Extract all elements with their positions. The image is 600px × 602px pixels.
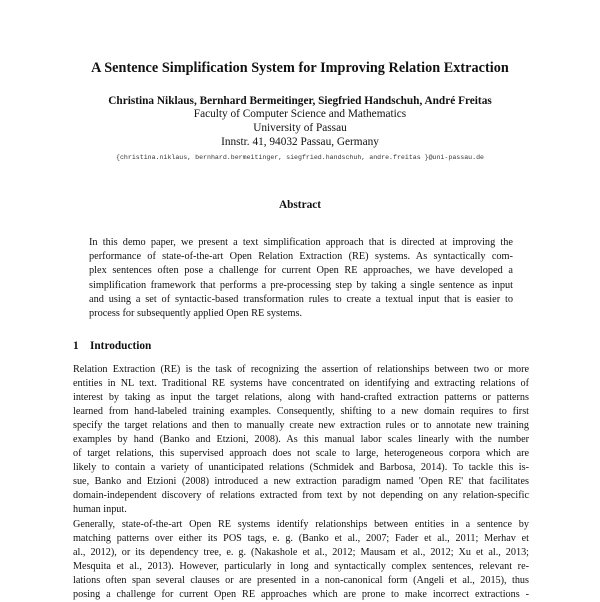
section-number: 1 (73, 340, 79, 352)
paragraph-line: entities in NL text. Traditional RE systems have concentrated on identifying and extracting relations of (73, 378, 529, 390)
paragraph-line: of target relations, this supervised approach does not scale to large, heterogeneous corpora which are (73, 448, 529, 460)
paragraph-line: Generally, state-of-the-art Open RE systems identify relationships between entities in a sentence by (73, 519, 529, 530)
intro-paragraph-2 (73, 518, 529, 602)
section-heading (73, 340, 151, 352)
abstract-line: plex sentences often pose a challenge for current Open RE approaches, we have developed a (89, 265, 513, 277)
paragraph-line: al., 2012), or its dependency tree, e. g. (Nakashole et al., 2012; Mausam et al., 2012; Xu et al., 2013; (73, 547, 529, 559)
abstract-line: process for subsequently applied Open RE systems. (89, 308, 303, 320)
paragraph-line: interest by taking as input the target relations, along with hand-crafted extraction patterns or patterns (73, 392, 529, 404)
paragraph-line: Mesquita et al., 2013). However, particularly in long and syntactically complex sentences, relevant re- (73, 561, 529, 573)
paragraph-line: domain-independent discovery of relations extracted from text by not depending on any relation-specific (73, 490, 529, 502)
affiliation-university: University of Passau (253, 122, 347, 134)
intro-paragraph-1 (73, 363, 529, 518)
abstract-line: In this demo paper, we present a text simplification approach that is directed at improving the (89, 237, 513, 248)
abstract-line: simplification framework that performs a pre-processing step by taking a single sentence as input (89, 279, 513, 291)
affiliation-address: Innstr. 41, 94032 Passau, Germany (221, 136, 379, 148)
abstract-line: performance of state-of-the-art Open Relation Extraction (RE) systems. As syntactically com- (89, 251, 513, 263)
paragraph-line: Relation Extraction (RE) is the task of recognizing the assertion of relationships between two or more (73, 364, 529, 375)
paragraph-line: examples by hand (Banko and Etzioni, 2008). As this manual labor scales linearly with the number (73, 434, 529, 446)
paragraph-line: specify the target relations and then to manually create new extraction rules or to annotate new training (73, 420, 529, 432)
paragraph-line: posing a challenge for current Open RE approaches which are prone to make incorrect extractions - (73, 589, 529, 601)
paragraph-line: lations often span several clauses or are presented in a non-canonical form (Angeli et al., 2015), thus (73, 575, 529, 587)
paragraph-line: likely to contain a variety of unanticipated relations (Schmidek and Barbosa, 2014). To tackle this is- (73, 462, 529, 474)
paragraph-line: human input. (73, 504, 127, 516)
abstract-line: and using a set of syntactic-based transformation rules to create a textual input that is easier to (89, 293, 513, 305)
paragraph-line: learned from hand-labeled training examples. Consequently, shifting to a new domain requires to first (73, 406, 529, 418)
paper-authors: Christina Niklaus, Bernhard Bermeitinger, Siegfried Handschuh, André Freitas (108, 95, 492, 107)
abstract-text (89, 236, 513, 321)
paragraph-line: matching patterns over either its POS tags, e. g. (Banko et al., 2007; Fader et al., 2011; Merhav et (73, 533, 529, 545)
paragraph-line: sue, Banko and Etzioni (2008) introduced a new extraction paradigm named 'Open RE' that facilitates (73, 476, 529, 488)
author-emails: {christina.niklaus, bernhard.bermeitinger, siegfried.handschuh, andre.freitas }@uni-passau.de (116, 154, 484, 161)
affiliation-faculty: Faculty of Computer Science and Mathematics (193, 108, 407, 120)
abstract-heading: Abstract (278, 199, 322, 211)
paper-title: A Sentence Simplification System for Improving Relation Extraction (91, 60, 509, 76)
section-title: Introduction (90, 340, 152, 352)
